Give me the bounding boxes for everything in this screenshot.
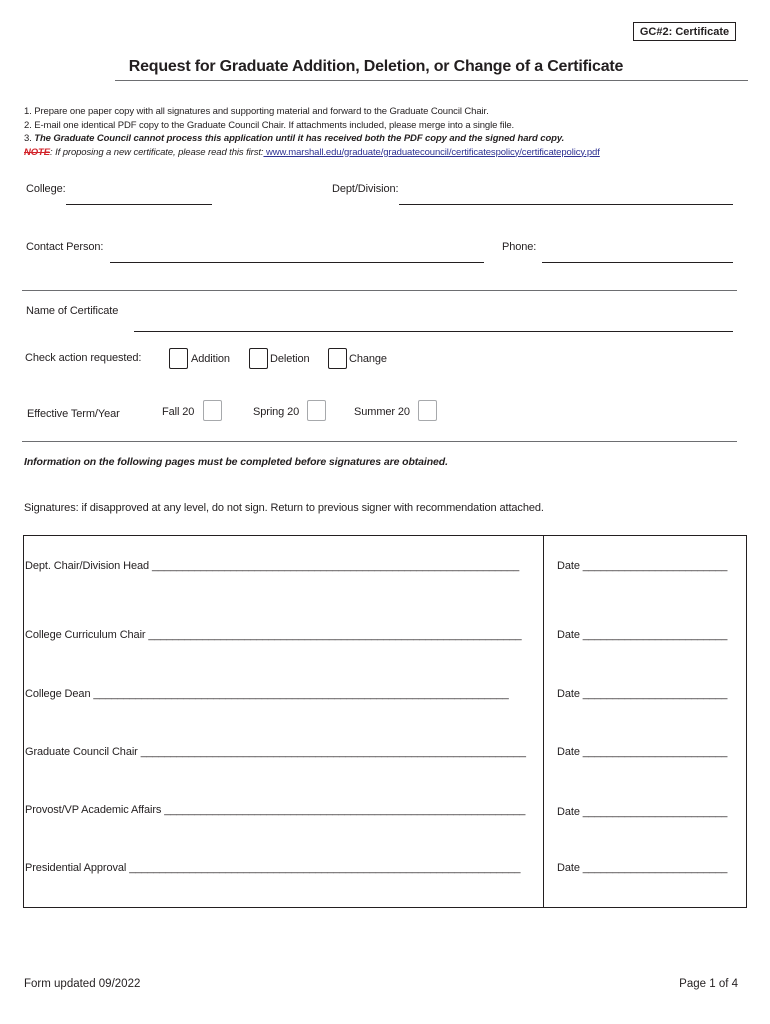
page-title: Request for Graduate Addition, Deletion, or Change of a Certificate [128, 58, 624, 75]
instruction-3-number: 3. [24, 133, 35, 144]
college-field[interactable] [66, 204, 212, 205]
signature-table [23, 535, 747, 908]
spring-label: Spring 20 [253, 406, 300, 418]
addition-label: Addition [191, 353, 230, 365]
form-updated-date: Form updated 09/2022 [24, 978, 141, 990]
phone-label: Phone: [502, 241, 537, 253]
dept-field[interactable] [399, 204, 733, 205]
dept-chair-signature[interactable]: Dept. Chair/Division Head _____________________________________________________________ [25, 560, 520, 572]
certificate-name-field[interactable] [134, 331, 733, 332]
presidential-approval-signature[interactable]: Presidential Approval _________________________________________________________________ [25, 862, 521, 874]
fall-checkbox[interactable] [203, 400, 222, 421]
certificate-policy-link[interactable]: www.marshall.edu/graduate/graduatecouncil/certificatespolicy/certificatepolicy.pdf [263, 146, 600, 158]
signatures-note: Signatures: if disapproved at any level, do not sign. Return to previous signer with recommendation attached. [24, 502, 544, 514]
title-rule [115, 80, 748, 81]
section-rule-1 [22, 290, 737, 291]
addition-checkbox[interactable] [169, 348, 188, 369]
note-label: NOTE [24, 146, 50, 158]
form-code-badge: GC#2: Certificate [633, 22, 736, 41]
change-label: Change [349, 353, 387, 365]
provost-signature[interactable]: Provost/VP Academic Affairs ____________________________________________________________ [25, 804, 526, 816]
change-checkbox[interactable] [328, 348, 347, 369]
summer-checkbox[interactable] [418, 400, 437, 421]
action-label: Check action requested: [25, 352, 142, 364]
instruction-1: 1. Prepare one paper copy with all signatures and supporting material and forward to the Graduate Council Chair. [24, 106, 489, 117]
contact-label: Contact Person: [26, 241, 104, 253]
dept-chair-date[interactable]: Date ________________________ [557, 560, 728, 572]
effective-term-label: Effective Term/Year [27, 408, 120, 420]
certificate-name-label: Name of Certificate [26, 305, 119, 317]
info-note: Information on the following pages must be completed before signatures are obtained. [24, 456, 448, 468]
phone-field[interactable] [542, 262, 733, 263]
deletion-checkbox[interactable] [249, 348, 268, 369]
instruction-note [24, 146, 744, 160]
page-number: Page 1 of 4 [679, 978, 738, 990]
instructions [24, 105, 744, 159]
college-dean-signature[interactable]: College Dean _____________________________________________________________________ [25, 688, 509, 700]
college-dean-date[interactable]: Date ________________________ [557, 688, 728, 700]
instruction-2: 2. E-mail one identical PDF copy to the Graduate Council Chair. If attachments included, please merge into a single file. [24, 119, 515, 131]
instruction-3 [24, 132, 744, 146]
curriculum-chair-signature[interactable]: College Curriculum Chair ______________________________________________________________ [25, 629, 522, 641]
college-label: College: [26, 183, 66, 195]
instruction-3-text: The Graduate Council cannot process this application until it has received both the PDF copy and the signed hard copy. [34, 133, 565, 144]
section-rule-2 [22, 441, 737, 442]
summer-label: Summer 20 [354, 406, 410, 418]
fall-label: Fall 20 [162, 406, 195, 418]
graduate-council-chair-date[interactable]: Date ________________________ [557, 746, 728, 758]
curriculum-chair-date[interactable]: Date ________________________ [557, 629, 728, 641]
note-text: : If proposing a new certificate, please read this first: [50, 146, 264, 158]
contact-field[interactable] [110, 262, 484, 263]
spring-checkbox[interactable] [307, 400, 326, 421]
dept-label: Dept/Division: [332, 183, 399, 195]
signature-table-divider [543, 535, 544, 908]
graduate-council-chair-signature[interactable]: Graduate Council Chair ________________________________________________________________ [25, 746, 526, 758]
provost-date[interactable]: Date ________________________ [557, 806, 728, 818]
deletion-label: Deletion [270, 353, 310, 365]
presidential-approval-date[interactable]: Date ________________________ [557, 862, 728, 874]
